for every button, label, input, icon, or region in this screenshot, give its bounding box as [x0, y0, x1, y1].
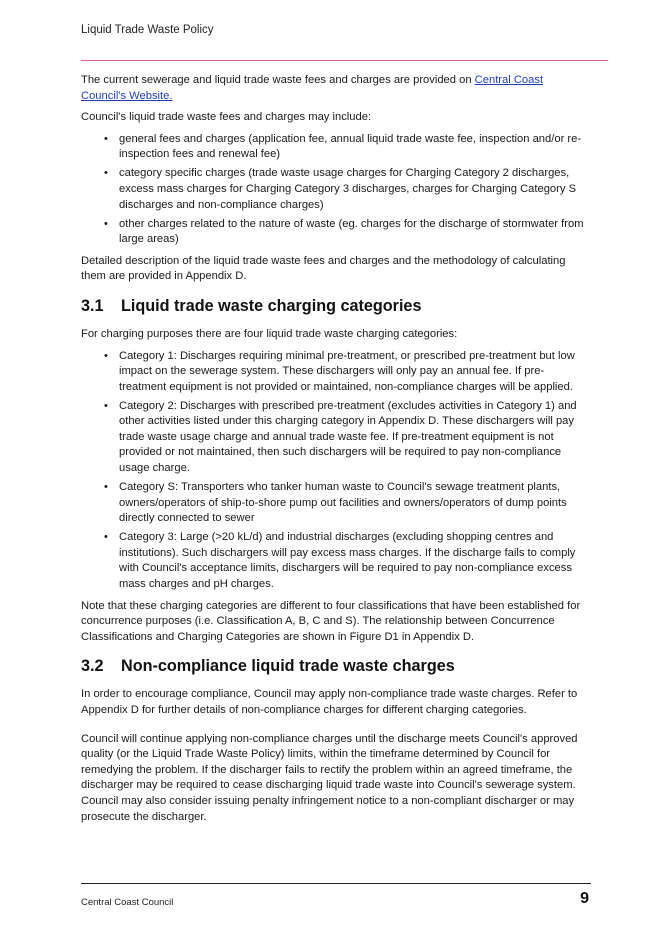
footer-divider	[81, 883, 591, 884]
list-item: • Category 1: Discharges requiring minimal pre-treatment, or prescribed pre-treatment but low impact on the sewerage system. These dischargers will only pay an annual fee. If pre-treatment equipment is not provided or maintained, non-compliance charges will be applied.	[119, 349, 591, 396]
fees-source-text: The current sewerage and liquid trade waste fees and charges are provided on	[81, 74, 475, 86]
fees-list	[81, 132, 591, 248]
non-compliance-paragraph-1: In order to encourage compliance, Council may apply non-compliance trade waste charges. Refer to Appendix D for further details of non-compliance charges for different charging categories.	[81, 688, 578, 716]
fees-intro-paragraph: Council's liquid trade waste fees and charges may include:	[81, 111, 372, 124]
non-compliance-paragraph-2: Council will continue applying non-compliance charges until the discharge meets Council's approved quality (or the Liquid Trade Waste Policy) limits, within the timeframe determined by Council for remedying the problem. If the discharger fails to rectify the problem within an agreed timeframe, the discharger may be required to cease discharging liquid trade waste into Council's sewerage system. Council may also consider issuing penalty infringement notice to a non-compliant discharger or may prosecute the discharger.	[81, 732, 578, 823]
list-item: • Category 2: Discharges with prescribed pre-treatment (excludes activities in Category 1) and other activities listed under this charging category in Appendix D. These dischargers will pay trade waste usage charge and annual trade waste fee. If pre-treatment equipment is not provided or not maintained, then such dischargers will be required to pay non-compliance usage charge.	[119, 399, 591, 477]
categories-list	[81, 349, 591, 593]
appendix-d-paragraph: Detailed description of the liquid trade waste fees and charges and the methodology of calculating them are provided in Appendix D.	[81, 254, 566, 283]
categories-lead-paragraph: For charging purposes there are four liquid trade waste charging categories:	[81, 327, 458, 340]
list-item: • category specific charges (trade waste usage charges for Charging Category 2 discharges, excess mass charges for Charging Category 3 discharges, charges for Charging Category S discharges and non-compliance charges)	[119, 166, 591, 213]
footer-organisation: Central Coast Council	[81, 897, 174, 908]
list-item: • Category 3: Large (>20 kL/d) and industrial discharges (excluding shopping centres and institutions). Such dischargers will pay excess mass charges. If the discharge fails to comply with Council's acceptance limits, dischargers will be required to pay non-compliance excess mass charges and pH charges.	[119, 530, 591, 592]
list-item: • other charges related to the nature of waste (eg. charges for the discharge of stormwater from large areas)	[119, 217, 591, 248]
running-header: Liquid Trade Waste Policy	[81, 24, 214, 36]
list-item: • Category S: Transporters who tanker human waste to Council's sewage treatment plants, owners/operators of ship-to-shore pump out facilities and owners/operators of dump points directly connected to sewer	[119, 480, 591, 527]
classification-note-paragraph: Note that these charging categories are different to four classifications that have been established for concurrence purposes (i.e. Classification A, B, C and S). The relationship between Concurrence Classifications and Charging Categories are shown in Figure D1 in Appendix D.	[81, 599, 581, 643]
page-body	[81, 73, 591, 831]
section-heading-3-2	[81, 656, 591, 676]
fees-source-paragraph	[81, 73, 591, 104]
council-website-link[interactable]: Central Coast Council's Website.	[81, 74, 544, 102]
section-number: 3.1	[81, 296, 104, 315]
page-number: 9	[580, 890, 589, 907]
section-heading-3-1	[81, 296, 591, 316]
section-number: 3.2	[81, 657, 104, 676]
section-title: Liquid trade waste charging categories	[121, 296, 422, 315]
list-item: • general fees and charges (application fee, annual liquid trade waste fee, inspection and/or re-inspection fees and renewal fee)	[119, 132, 591, 163]
section-title: Non-compliance liquid trade waste charges	[121, 657, 455, 676]
header-divider	[81, 60, 608, 61]
